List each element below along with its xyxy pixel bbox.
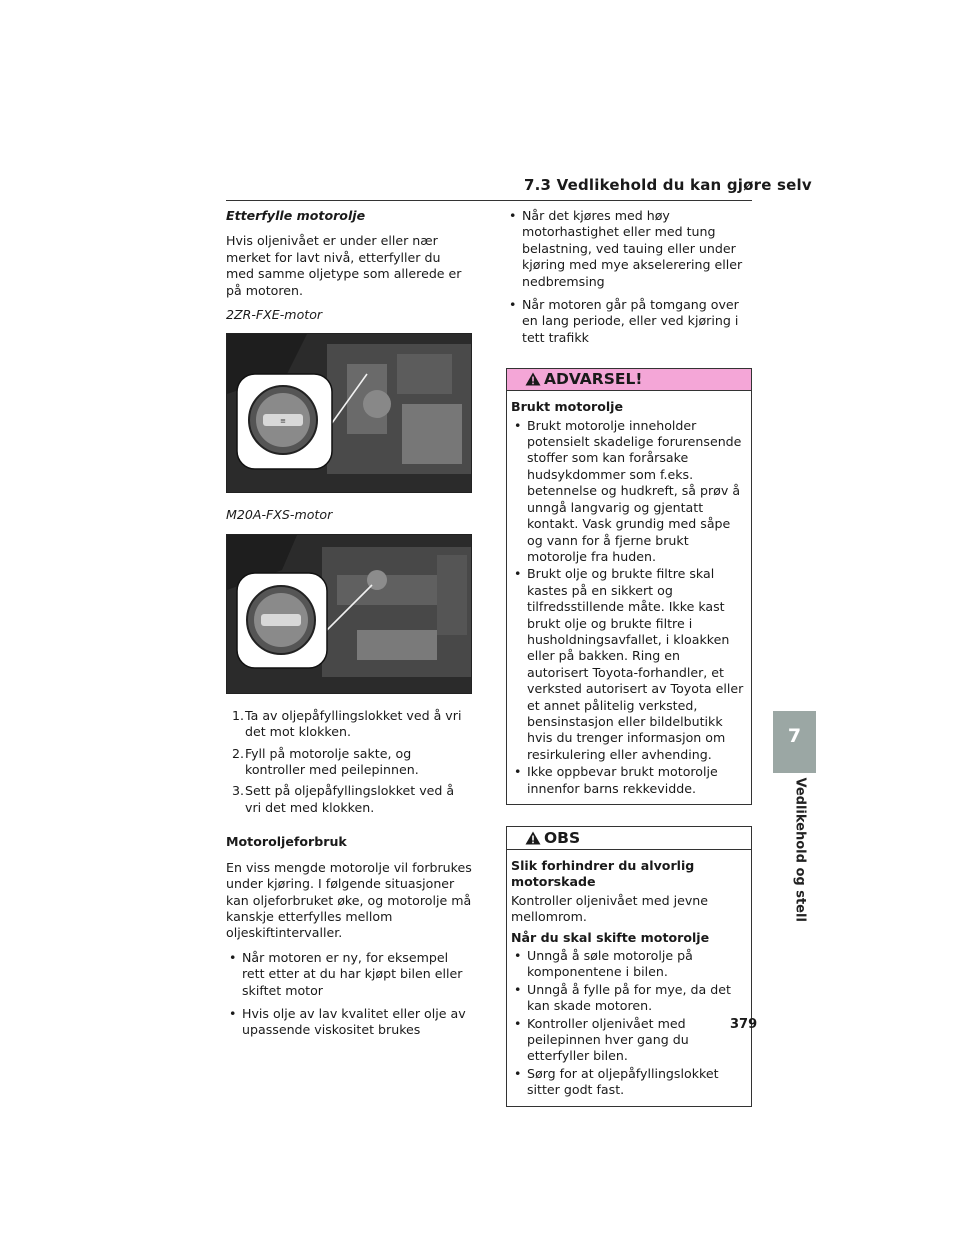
list-item: • Unngå å fylle på for mye, da det kan skade motoren. bbox=[511, 982, 745, 1015]
list-item: • Når det kjøres med høy motorhastighet eller med tung belastning, ved tauing eller under kjøring med mye akselerering eller nedbremsing bbox=[506, 208, 752, 290]
warning-header bbox=[507, 369, 751, 391]
svg-text:≡: ≡ bbox=[280, 417, 286, 426]
consumption-text: En viss mengde motorolje vil forbrukes under kjøring. I følgende situasjoner kan oljeforbruket øke, og motorolje må kanskje etterfylles mellom oljeskiftintervaller. bbox=[226, 859, 472, 941]
right-column bbox=[506, 208, 752, 1107]
list-item: • Ikke oppbevar brukt motorolje innenfor barns rekkevidde. bbox=[511, 764, 745, 797]
notice-title: OBS bbox=[544, 829, 581, 847]
list-item: • Brukt motorolje inneholder potensielt skadelige forurensende stoffer som kan forårsake hudsykdommer som f.eks. betennelse og hudkreft, så prøv å unngå langvarig og gjentatt kontakt. Vask grundig med såpe og vann for å fjerne brukt motorolje fra huden. bbox=[511, 418, 745, 566]
chapter-tab bbox=[773, 711, 816, 773]
list-item: • Brukt olje og brukte filtre skal kastes på en sikkert og tilfredsstillende måte. Ikke kast brukt olje og brukte filtre i husholdningsavfallet, i kloakken eller på bakken. Ring en autorisert Toyota-forhandler, et verksted autorisert av Toyota eller et annet pålitelig verksted, bensinstasjon eller bildelbutikk hvis du trenger informasjon om resirkulering eller avhending. bbox=[511, 566, 745, 763]
list-item: • Unngå å søle motorolje på komponentene i bilen. bbox=[511, 948, 745, 981]
engine-photo-m20a bbox=[226, 534, 472, 694]
step-item: 1. Ta av oljepåfyllingslokket ved å vri det mot klokken. bbox=[232, 707, 462, 740]
header-rule bbox=[226, 200, 752, 201]
left-bullet-list bbox=[226, 950, 472, 1039]
consumption-title: Motoroljeforbruk bbox=[226, 834, 347, 850]
caution-triangle-icon bbox=[525, 831, 541, 845]
engine-photo-2zr bbox=[226, 333, 472, 493]
section-title: Etterfylle motorolje bbox=[226, 208, 366, 223]
notice-body bbox=[507, 850, 751, 1106]
steps-list bbox=[226, 708, 472, 816]
step-item: 2. Fyll på motorolje sakte, og kontroller med peilepinnen. bbox=[232, 745, 419, 778]
chapter-number: 7 bbox=[787, 725, 802, 747]
notice-subtitle-2: Når du skal skifte motorolje bbox=[511, 929, 710, 945]
page-number: 379 bbox=[730, 1017, 758, 1032]
notice-header bbox=[507, 827, 751, 850]
page-header-title: 7.3 Vedlikehold du kan gjøre selv bbox=[524, 176, 812, 194]
engine-illustration-2zr bbox=[227, 334, 471, 492]
left-column bbox=[226, 208, 472, 1046]
engine-illustration-m20a bbox=[227, 535, 471, 693]
step-item: 3. Sett på oljepåfyllingslokket ved å vri det med klokken. bbox=[232, 783, 455, 815]
list-item: • Kontroller oljenivået med peilepinnen hver gang du etterfyller bilen. bbox=[511, 1016, 745, 1065]
chapter-title: Vedlikehold og stell bbox=[792, 777, 808, 922]
figure-1-caption: 2ZR-FXE-motor bbox=[226, 307, 323, 323]
notice-box bbox=[506, 826, 752, 1107]
list-item: • Når motoren er ny, for eksempel rett etter at du har kjøpt bilen eller skiftet motor bbox=[226, 950, 472, 999]
warning-triangle-icon bbox=[525, 372, 541, 386]
warning-body bbox=[507, 391, 751, 804]
chapter-title-vertical bbox=[788, 777, 808, 922]
list-item: • Sørg for at oljepåfyllingslokket sitter godt fast. bbox=[511, 1066, 745, 1099]
right-bullet-list bbox=[506, 208, 752, 346]
warning-list bbox=[511, 418, 745, 797]
list-item: • Hvis olje av lav kvalitet eller olje av upassende viskositet brukes bbox=[226, 1006, 472, 1039]
warning-title: ADVARSEL! bbox=[544, 370, 643, 389]
list-item: • Når motoren går på tomgang over en lang periode, eller ved kjøring i tett trafikk bbox=[506, 297, 752, 346]
intro-text: Hvis oljenivået er under eller nær merket for lavt nivå, etterfyller du med samme oljetype som allerede er på motoren. bbox=[226, 233, 462, 298]
warning-box bbox=[506, 368, 752, 805]
notice-subtitle-1: Slik forhindrer du alvorlig motorskade bbox=[511, 858, 695, 890]
notice-list bbox=[511, 948, 745, 1099]
figure-2-caption: M20A-FXS-motor bbox=[226, 507, 333, 523]
notice-text-1: Kontroller oljenivået med jevne mellomrom. bbox=[511, 892, 709, 925]
warning-subtitle: Brukt motorolje bbox=[511, 399, 624, 415]
